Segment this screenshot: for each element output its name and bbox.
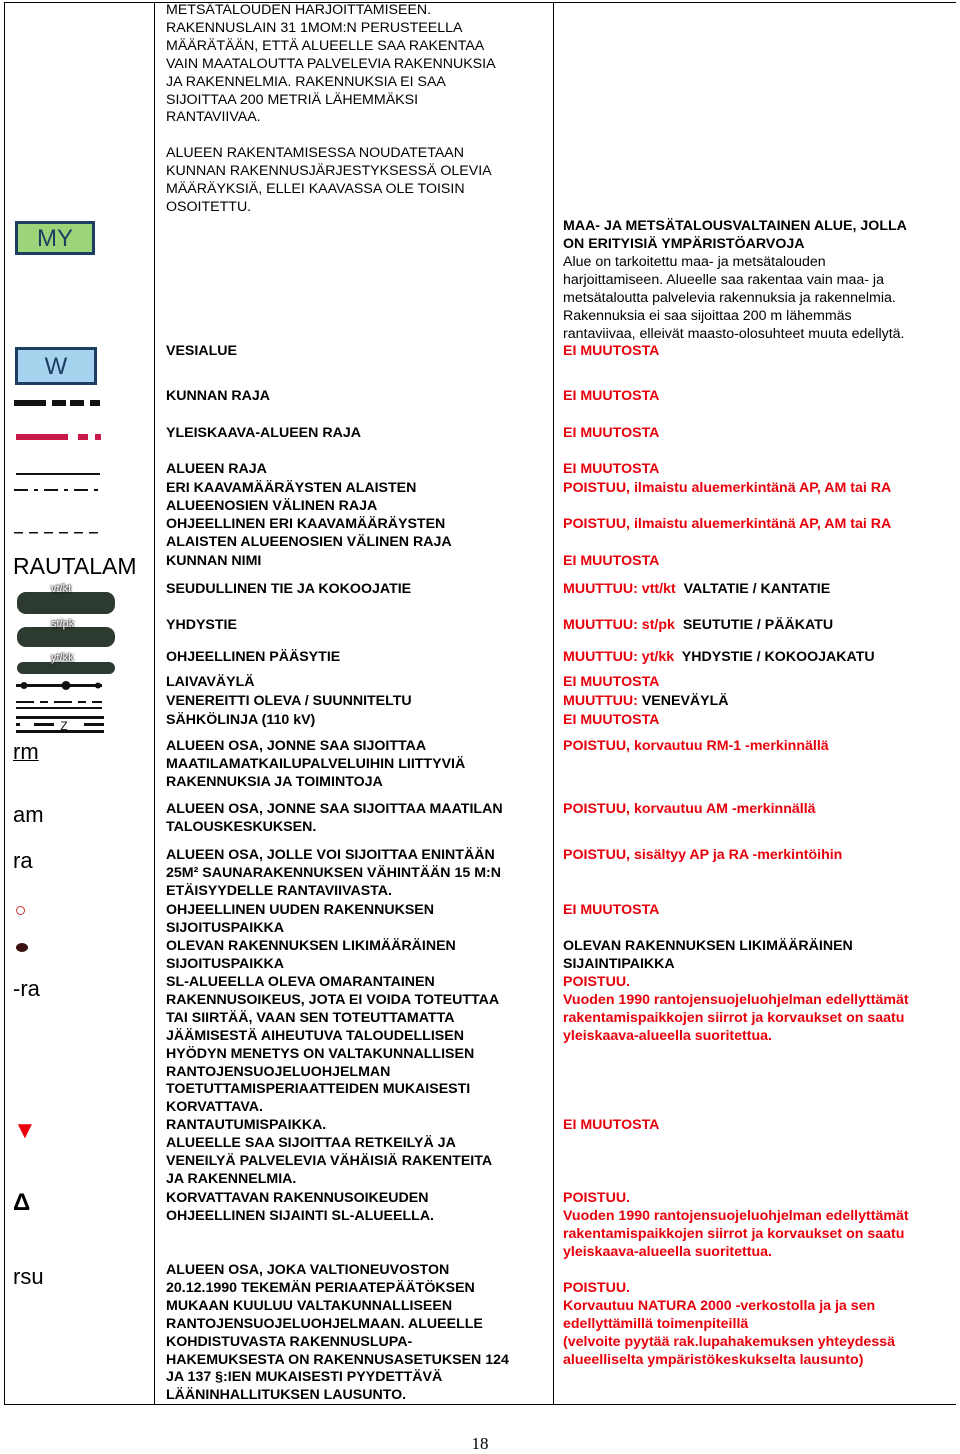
venereitti-desc: VENEREITTI OLEVA / SUUNNITELTU [166,693,412,709]
rantautumispaikka-desc: RANTAUTUMISPAIKKA. ALUEELLE SAA SIJOITTAA RETKEILYÄ JA VENEILYÄ PALVELEVIA VÄHÄISIÄ RAKENTEITA JA RAKENNELMIA. [166,1117,493,1187]
uusi-rakennus-status: EI MUUTOSTA [563,902,660,918]
dash-dot-border-symbol [12,486,102,494]
my-title: MAA- JA METSÄTALOUSVALTAINEN ALUE, JOLLA ON ERITYISIÄ YMPÄRISTÖARVOJA [563,218,907,252]
venereitti-status: MUUTTUU: VENEVÄYLÄ [563,693,729,709]
ohj-eri-raja-status: POISTUU, ilmaistu aluemerkintänä AP, AM tai RA [563,516,892,532]
existing-building-location-icon [16,943,28,952]
yleiskaava-raja-status: EI MUUTOSTA [563,425,660,441]
eri-raja-desc: ERI KAAVAMÄÄRÄYSTEN ALAISTEN ALUEENOSIEN VÄLINEN RAJA [166,480,417,514]
laivavayla-desc: LAIVAVÄYLÄ [166,674,255,690]
municipality-name-symbol: RAUTALAM [13,553,137,579]
kunnan-raja-status: EI MUUTOSTA [563,388,660,404]
ra-status: POISTUU, sisältyy AP ja RA -merkintöihin [563,847,843,863]
delta-status: POISTUU. Vuoden 1990 rantojensuojeluohjelman edellyttämät rakentamispaikkojen siirrot ja korvaukset on saatu yleiskaava-alueella suoritettua. [563,1190,909,1260]
uusi-rakennus-desc: OHJEELLINEN UUDEN RAKENNUKSEN SIJOITUSPAIKKA [166,902,435,936]
eri-raja-status: POISTUU, ilmaistu aluemerkintänä AP, AM tai RA [563,480,892,496]
power-line-symbol-letter: Z [60,719,68,733]
boat-route-symbol [14,698,106,712]
area-border-line-symbol [14,470,104,478]
vesialue-desc: VESIALUE [166,343,237,359]
intro-paragraph-2: ALUEEN RAKENTAMISESSA NOUDATETAAN KUNNAN RAKENNUSJÄRJESTYKSESSÄ OLEVIA MÄÄRÄYKSIÄ, ELLEI KAAVASSA OLE TOISIN OSOITETTU. [166,145,492,215]
column-divider-2 [553,2,554,1405]
olevan-rakennus-desc: OLEVAN RAKENNUKSEN LIKIMÄÄRÄINEN SIJOITUSPAIKKA [166,938,456,972]
rsu-status: POISTUU. Korvautuu NATURA 2000 -verkostolla ja ja sen edellyttämillä toimenpiteillä (velvoite pyytää rak.lupahakemuksen yhteydessä alueelliselta ympäristökeskukselta lausunto) [563,1280,895,1368]
my-description: Alue on tarkoitettu maa- ja metsätalouden harjoittamiseen. Alueelle saa rakentaa vain maa- ja metsätaloutta palvelevia rakennuksia ja rakennelmia. Rakennuksia ei saa sijoittaa 200 m lähemmäs rantaviivaa, elleivät maasto-olosuhteet muuta edellytä. [563,254,905,342]
laivavayla-status: EI MUUTOSTA [563,674,660,690]
delta-icon: Δ [13,1189,31,1216]
kunnan-nimi-status: EI MUUTOSTA [563,553,660,569]
rsu-desc: ALUEEN OSA, JOKA VALTIONEUVOSTON 20.12.1990 TEKEMÄN PERIAATEPÄÄTÖKSEN MUKAAN KUULUU VALTAKUNNALLISEEN RANTOJENSUOJELUOHJELMAAN. ALUEELLE KOHDISTUVASTA RAKENNUSLUPA- HAKEMUKSESTA ON RAKENNUSASETUKSEN 124 JA 137 §:IEN MUKAISESTI PYYDETTÄVÄ LÄÄNINHALLITUKSEN LAUSUNTO. [166,1262,509,1404]
delta-desc: KORVATTAVAN RAKENNUSOIKEUDEN OHJEELLINEN SIJAINTI SL-ALUEELLA. [166,1190,435,1224]
alueen-raja-desc: ALUEEN RAJA [166,461,267,477]
ohj-eri-raja-desc: OHJEELLINEN ERI KAAVAMÄÄRÄYSTEN ALAISTEN ALUEENOSIEN VÄLINEN RAJA [166,516,452,550]
new-building-location-icon [16,906,25,915]
ra-symbol: ra [13,848,33,873]
page-number: 18 [471,1434,489,1453]
ohj-paasytie-status: MUUTTUU: yt/kk YHDYSTIE / KOKOOJAKATU [563,649,875,665]
rantautumispaikka-status: EI MUUTOSTA [563,1117,660,1133]
olevan-rakennus-status: OLEVAN RAKENNUKSEN LIKIMÄÄRÄINEN SIJAINTIPAIKKA [563,938,853,972]
minus-ra-symbol: -ra [13,976,40,1001]
rm-symbol: rm [13,739,39,764]
am-status: POISTUU, korvautuu AM -merkinnällä [563,801,816,817]
ohj-paasytie-desc: OHJEELLINEN PÄÄSYTIE [166,649,341,665]
rm-desc: ALUEEN OSA, JONNE SAA SIJOITTAA MAATILAMATKAILUPALVELUIHIN LIITTYVIÄ RAKENNUKSIA JA TOIMINTOJA [166,738,466,790]
am-symbol: am [13,802,44,827]
kunnan-nimi-desc: KUNNAN NIMI [166,553,262,569]
column-divider-1 [154,2,155,1405]
yhdystie-status: MUUTTUU: st/pk SEUTUTIE / PÄÄKATU [563,617,834,633]
minus-ra-status: POISTUU. Vuoden 1990 rantojensuojeluohjelman edellyttämät rakentamispaikkojen siirrot ja korvaukset on saatu yleiskaava-alueella suoritettua. [563,974,909,1044]
ra-desc: ALUEEN OSA, JOLLE VOI SIJOITTAA ENINTÄÄN 25M² SAUNARAKENNUKSEN VÄHINTÄÄN 15 M:N ETÄISYYDELLE RANTAVIIVASTA. [166,847,502,899]
power-line-symbol [14,714,108,736]
minus-ra-desc: SL-ALUEELLA OLEVA OMARANTAINEN RAKENNUSOIKEUS, JOTA EI VOIDA TOTEUTTAA TAI SIIRTÄÄ, VAAN SEN TOTEUTTAMATTA JÄÄMISESTÄ AIHEUTUVA TALOUDELLISEN HYÖDYN MENETYS ON VALTAKUNNALLISEN RANTOJENSUOJELUOHJELMAN TOETUTTAMISPERIAATTEIDEN MUKAISESTI KORVATTAVA. [166,974,500,1116]
kunnan-raja-desc: KUNNAN RAJA [166,388,271,404]
regional-road-symbol: vt/kt [17,592,115,614]
connecting-road-symbol: st/pk [17,627,115,647]
shipping-lane-symbol [14,679,106,693]
rm-status: POISTUU, korvautuu RM-1 -merkinnällä [563,738,829,754]
access-road-symbol: yt/kk [17,662,115,674]
alueen-raja-status: EI MUUTOSTA [563,461,660,477]
dashed-border-symbol [12,530,102,536]
vesialue-status: EI MUUTOSTA [563,343,660,359]
sahkolinja-status: EI MUUTOSTA [563,712,660,728]
sahkolinja-desc: SÄHKÖLINJA (110 kV) [166,712,316,728]
water-area-symbol: W [15,347,97,385]
am-desc: ALUEEN OSA, JONNE SAA SIJOITTAA MAATILAN TALOUSKESKUKSEN. [166,801,503,835]
my-area-symbol: MY [15,221,95,255]
intro-paragraph-1: METSÄTALOUDEN HARJOITTAMISEEN. RAKENNUSLAIN 31 1MOM:N PERUSTEELLA MÄÄRÄTÄÄN, ETTÄ ALUEELLE SAA RAKENTAA VAIN MAATALOUTTA PALVELEVIA RAKENNUKSIA JA RAKENNELMIA. RAKENNUKSIA EI SAA SIJOITTAA 200 METRIÄ LÄHEMMÄKSI RANTAVIIVAA. [166,2,496,126]
master-plan-border-symbol [12,430,102,444]
seudullinen-tie-status: MUUTTUU: vtt/kt VALTATIE / KANTATIE [563,581,831,597]
yhdystie-desc: YHDYSTIE [166,617,237,633]
municipal-border-line-symbol [12,396,102,410]
seudullinen-tie-desc: SEUDULLINEN TIE JA KOKOOJATIE [166,581,412,597]
landing-place-triangle-icon: ▼ [13,1117,37,1144]
yleiskaava-raja-desc: YLEISKAAVA-ALUEEN RAJA [166,425,361,441]
rsu-symbol: rsu [13,1264,44,1289]
